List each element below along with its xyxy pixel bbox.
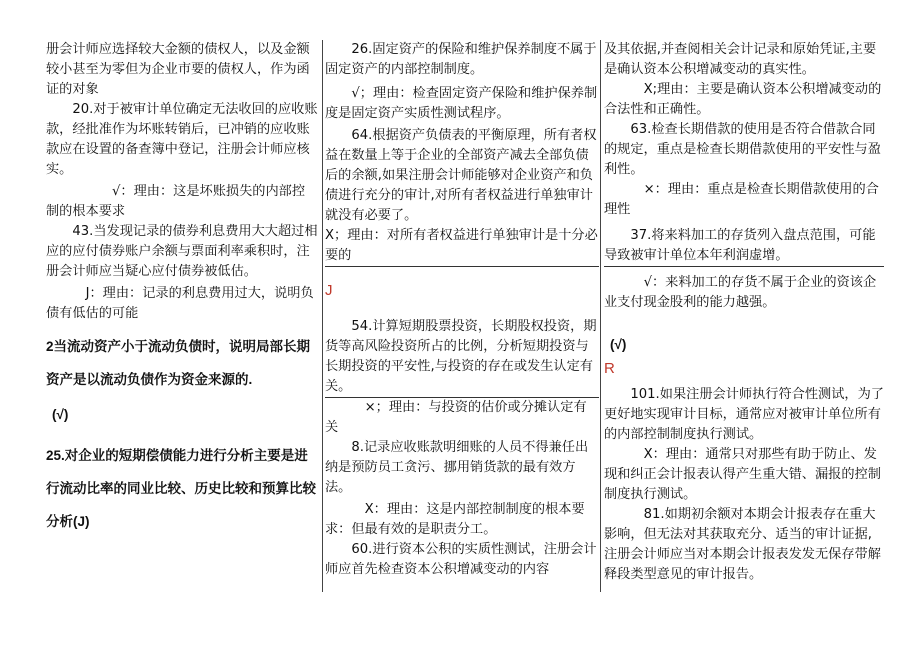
paragraph: 101.如果注册会计师执行符合性测试，为了更好地实现审计目标，通常应对被审计单位所有的内部控制制度执行测试。 (604, 387, 884, 442)
paragraph: ×；理由：与投资的估价或分摊认定有关 (325, 400, 587, 435)
column-divider-left (322, 40, 323, 592)
paragraph: 25.对企业的短期偿债能力进行分析主要是进行流动比率的同业比较、历史比较和预算比较分析(J) (46, 448, 316, 529)
paragraph: 8.记录应收账款明细账的人员不得兼任出纳是预防员工贪污、挪用销货款的最有效方法。 (325, 440, 589, 495)
paragraph: (√) (52, 407, 69, 422)
mark-j: J (325, 282, 333, 299)
paragraph: X：理由：这是内部控制制度的根本要求：但最有效的是职责分工。 (325, 502, 585, 537)
paragraph: ×：理由：重点是检查长期借款使用的合理性 (604, 182, 879, 217)
paragraph: 及其依据,并查阅相关会计记录和原始凭证,主要是确认资本公积增减变动的真实性。 (604, 42, 877, 77)
paragraph: 20.对于被审计单位确定无法收回的应收账款，经批准作为坏账转销后，已冲销的应收账款应在设置的备查簿中登记，注册会计师应核实。 (46, 102, 318, 177)
paragraph: 26.固定资产的保险和维护保养制度不属于固定资产的内部控制制度。 (325, 42, 597, 77)
mark-r: R (604, 360, 615, 377)
column-right (604, 40, 884, 585)
column-left (46, 40, 318, 538)
paragraph: (√) (610, 337, 627, 352)
paragraph: 2当流动资产小于流动负债时，说明局部长期资产是以流动负债作为资金来源的. (46, 339, 311, 387)
column-middle (325, 40, 599, 580)
column-divider-right (600, 40, 601, 592)
paragraph: √：理由：这是坏账损失的内部控制的根本要求 (46, 184, 306, 219)
paragraph: 81.如期初余额对本期会计报表存在重大影响，但无法对其获取充分、适当的审计证据,注册会计师应当对本期会计报表发发无保存带解释段类型意见的审计报告。 (604, 507, 881, 582)
paragraph: √：来料加工的存货不属于企业的资该企业支付现金股利的能力越强。 (604, 275, 877, 310)
paragraph: 37.将来料加工的存货列入盘点范围，可能导致被审计单位本年利润虚增。 (604, 226, 884, 267)
paragraph: J：理由：记录的利息费用过大，说明负债有低估的可能 (46, 286, 314, 321)
paragraph: 册会计师应选择较大金额的债权人，以及金额较小甚至为零但为企业市要的债权人，作为函证的对象 (46, 42, 310, 97)
paragraph: 60.进行资本公积的实质性测试，注册会计师应首先检查资本公积增减变动的内容 (325, 542, 597, 577)
paragraph: X;理由：主要是确认资本公积增减变动的合法性和正确性。 (604, 82, 882, 117)
paragraph: X；理由：对所有者权益进行单独审计是十分必要的 (325, 226, 599, 267)
paragraph: X：理由：通常只对那些有助于防止、发现和纠正会计报表认得产生重大错、漏报的控制制度执行测试。 (604, 447, 881, 502)
paragraph: 64.根据资产负债表的平衡原理，所有者权益在数量上等于企业的全部资产减去全部负债后的余额,如果注册会计师能够对企业资产和负债进行充分的审计,对所有者权益进行单独审计就没有必要了。 (325, 128, 597, 223)
paragraph: √；理由：检查固定资产保险和维护保养制度是固定资产实质性测试程序。 (325, 86, 598, 121)
paragraph: 63.检查长期借款的使用是否符合借款合同的规定，重点是检查长期借款使用的平安性与盈利性。 (604, 122, 881, 177)
paragraph: 43.当发现记录的债券利息费用大大超过相应的应付债券账户余额与票面利率乘积时，注册会计师应当疑心应付债券被低估。 (46, 224, 318, 279)
paragraph: 54.计算短期股票投资，长期股权投资，期货等高风险投资所占的比例，分析短期投资与长期投资的平安性,与投资的存在或发生认定有关。 (325, 317, 599, 398)
